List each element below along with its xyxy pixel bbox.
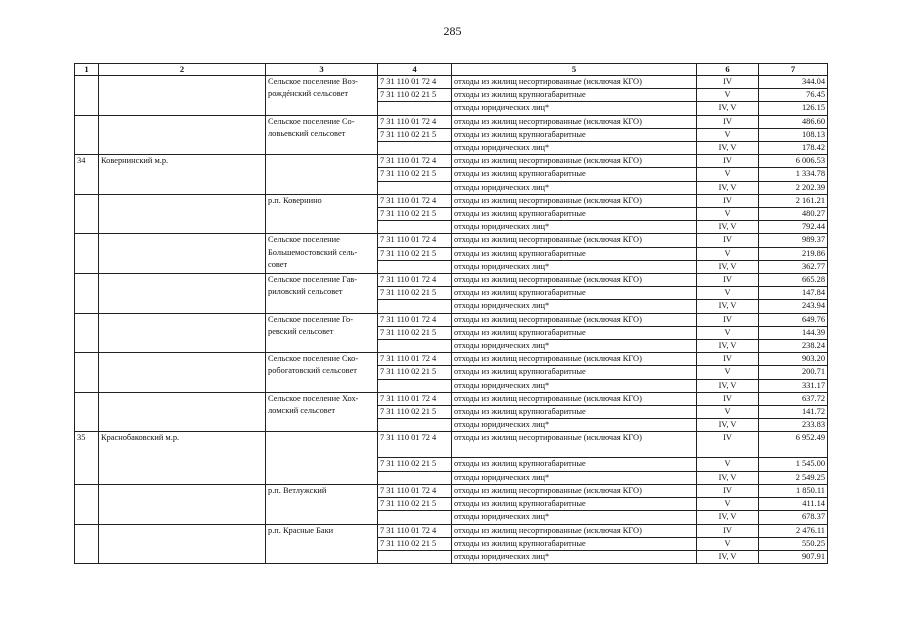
waste-description: отходы из жилищ несортированные (исключая КГО) xyxy=(452,524,697,537)
district-name xyxy=(99,194,266,234)
row-number xyxy=(75,392,99,432)
hazard-class: IV xyxy=(697,353,759,366)
settlement-name: р.п. Красные Баки xyxy=(266,524,378,564)
waste-volume: 480.27 xyxy=(759,208,828,221)
waste-volume: 1 850.11 xyxy=(759,484,828,497)
hazard-class: IV, V xyxy=(697,181,759,194)
district-name xyxy=(99,392,266,432)
row-number: 34 xyxy=(75,155,99,195)
waste-description: отходы из жилищ крупногабаритные xyxy=(452,366,697,379)
waste-volume: 219.86 xyxy=(759,247,828,260)
fkko-code: 7 31 110 01 72 4 xyxy=(378,524,452,537)
settlement-name: Сельское поселение Со-ловьевский сельсовет xyxy=(266,115,378,155)
settlement-name xyxy=(266,155,378,195)
hazard-class: IV, V xyxy=(697,260,759,273)
settlement-name: р.п. Ветлужский xyxy=(266,484,378,524)
fkko-code: 7 31 110 02 21 5 xyxy=(378,366,452,379)
waste-volume: 233.83 xyxy=(759,419,828,432)
row-number xyxy=(75,524,99,564)
table-row xyxy=(75,524,828,537)
hazard-class: IV xyxy=(697,234,759,247)
hazard-class: IV xyxy=(697,194,759,207)
fkko-code: 7 31 110 02 21 5 xyxy=(378,537,452,550)
fkko-code xyxy=(378,340,452,353)
district-name xyxy=(99,484,266,524)
waste-volume: 2 161.21 xyxy=(759,194,828,207)
row-number xyxy=(75,274,99,314)
column-header: 4 xyxy=(378,64,452,76)
table-row xyxy=(75,432,828,458)
settlement-name: Сельское поселение Ско-робогатовский сельсовет xyxy=(266,353,378,393)
waste-volume: 147.84 xyxy=(759,287,828,300)
table-body xyxy=(75,76,828,564)
waste-volume: 344.04 xyxy=(759,76,828,89)
fkko-code: 7 31 110 02 21 5 xyxy=(378,168,452,181)
waste-description: отходы из жилищ крупногабаритные xyxy=(452,287,697,300)
fkko-code xyxy=(378,260,452,273)
hazard-class: V xyxy=(697,247,759,260)
hazard-class: IV xyxy=(697,313,759,326)
table-row xyxy=(75,76,828,89)
fkko-code: 7 31 110 01 72 4 xyxy=(378,392,452,405)
waste-description: отходы юридических лиц* xyxy=(452,142,697,155)
fkko-code: 7 31 110 02 21 5 xyxy=(378,458,452,471)
row-number xyxy=(75,353,99,393)
waste-description: отходы юридических лиц* xyxy=(452,419,697,432)
waste-description: отходы юридических лиц* xyxy=(452,379,697,392)
settlement-name: Сельское поселение Большемостовский сель-совет xyxy=(266,234,378,274)
fkko-code xyxy=(378,142,452,155)
waste-volume: 2 476.11 xyxy=(759,524,828,537)
waste-description: отходы из жилищ несортированные (исключая КГО) xyxy=(452,484,697,497)
waste-volume: 108.13 xyxy=(759,128,828,141)
hazard-class: V xyxy=(697,168,759,181)
waste-description: отходы из жилищ несортированные (исключая КГО) xyxy=(452,353,697,366)
hazard-class: IV, V xyxy=(697,142,759,155)
column-header: 5 xyxy=(452,64,697,76)
hazard-class: IV xyxy=(697,524,759,537)
waste-volume: 6 952.49 xyxy=(759,432,828,458)
hazard-class: V xyxy=(697,458,759,471)
hazard-class: V xyxy=(697,366,759,379)
page-number: 285 xyxy=(443,24,462,38)
fkko-code: 7 31 110 01 72 4 xyxy=(378,274,452,287)
row-number xyxy=(75,313,99,353)
table-row xyxy=(75,274,828,287)
waste-description: отходы из жилищ крупногабаритные xyxy=(452,498,697,511)
table-row xyxy=(75,115,828,128)
hazard-class: V xyxy=(697,208,759,221)
row-number xyxy=(75,194,99,234)
waste-description: отходы из жилищ крупногабаритные xyxy=(452,128,697,141)
hazard-class: IV xyxy=(697,155,759,168)
hazard-class: IV, V xyxy=(697,102,759,115)
district-name xyxy=(99,115,266,155)
waste-volume: 141.72 xyxy=(759,406,828,419)
row-number xyxy=(75,234,99,274)
waste-description: отходы из жилищ крупногабаритные xyxy=(452,537,697,550)
fkko-code: 7 31 110 01 72 4 xyxy=(378,115,452,128)
settlement-name: Сельское поселение Го-ревский сельсовет xyxy=(266,313,378,353)
hazard-class: V xyxy=(697,89,759,102)
waste-volume: 649.76 xyxy=(759,313,828,326)
hazard-class: IV xyxy=(697,432,759,458)
column-header: 2 xyxy=(99,64,266,76)
district-name xyxy=(99,76,266,116)
row-number xyxy=(75,76,99,116)
waste-description: отходы из жилищ крупногабаритные xyxy=(452,406,697,419)
hazard-class: IV, V xyxy=(697,379,759,392)
settlement-name xyxy=(266,432,378,484)
row-number xyxy=(75,115,99,155)
district-name xyxy=(99,524,266,564)
waste-description: отходы юридических лиц* xyxy=(452,221,697,234)
waste-description: отходы из жилищ несортированные (исключая КГО) xyxy=(452,313,697,326)
waste-volume: 144.39 xyxy=(759,326,828,339)
fkko-code: 7 31 110 02 21 5 xyxy=(378,406,452,419)
waste-volume: 238.24 xyxy=(759,340,828,353)
fkko-code: 7 31 110 01 72 4 xyxy=(378,234,452,247)
waste-volume: 411.14 xyxy=(759,498,828,511)
district-name xyxy=(99,313,266,353)
waste-volume: 76.45 xyxy=(759,89,828,102)
table-row xyxy=(75,194,828,207)
waste-description: отходы из жилищ несортированные (исключая КГО) xyxy=(452,234,697,247)
hazard-class: IV, V xyxy=(697,221,759,234)
fkko-code: 7 31 110 01 72 4 xyxy=(378,155,452,168)
hazard-class: V xyxy=(697,406,759,419)
column-header: 6 xyxy=(697,64,759,76)
table-row xyxy=(75,392,828,405)
fkko-code xyxy=(378,471,452,484)
waste-volume: 1 545.00 xyxy=(759,458,828,471)
waste-volume: 637.72 xyxy=(759,392,828,405)
table-header-row xyxy=(75,64,828,76)
hazard-class: V xyxy=(697,537,759,550)
waste-description: отходы из жилищ крупногабаритные xyxy=(452,326,697,339)
fkko-code: 7 31 110 01 72 4 xyxy=(378,313,452,326)
hazard-class: IV, V xyxy=(697,471,759,484)
waste-volume: 126.15 xyxy=(759,102,828,115)
fkko-code xyxy=(378,300,452,313)
table-row xyxy=(75,155,828,168)
district-name xyxy=(99,274,266,314)
settlement-name: Сельское поселение Воз-рождéнский сельсовет xyxy=(266,76,378,116)
settlement-name: р.п. Ковернино xyxy=(266,194,378,234)
fkko-code: 7 31 110 02 21 5 xyxy=(378,128,452,141)
fkko-code: 7 31 110 01 72 4 xyxy=(378,76,452,89)
fkko-code: 7 31 110 02 21 5 xyxy=(378,89,452,102)
waste-volume: 550.25 xyxy=(759,537,828,550)
fkko-code: 7 31 110 01 72 4 xyxy=(378,484,452,497)
waste-description: отходы из жилищ крупногабаритные xyxy=(452,89,697,102)
waste-volume: 2 549.25 xyxy=(759,471,828,484)
waste-description: отходы юридических лиц* xyxy=(452,260,697,273)
waste-description: отходы юридических лиц* xyxy=(452,102,697,115)
fkko-code: 7 31 110 02 21 5 xyxy=(378,498,452,511)
hazard-class: IV xyxy=(697,392,759,405)
waste-volume: 6 006.53 xyxy=(759,155,828,168)
district-name: Ковернинский м.р. xyxy=(99,155,266,195)
waste-description: отходы юридических лиц* xyxy=(452,511,697,524)
table-row xyxy=(75,234,828,247)
fkko-code: 7 31 110 02 21 5 xyxy=(378,326,452,339)
fkko-code: 7 31 110 01 72 4 xyxy=(378,353,452,366)
row-number: 35 xyxy=(75,432,99,484)
fkko-code xyxy=(378,181,452,194)
row-number xyxy=(75,484,99,524)
waste-volume: 362.77 xyxy=(759,260,828,273)
waste-volume: 331.17 xyxy=(759,379,828,392)
waste-description: отходы из жилищ несортированные (исключая КГО) xyxy=(452,115,697,128)
hazard-class: V xyxy=(697,498,759,511)
waste-volume: 486.60 xyxy=(759,115,828,128)
district-name: Краснобаковский м.р. xyxy=(99,432,266,484)
waste-description: отходы из жилищ несортированные (исключая КГО) xyxy=(452,432,697,458)
waste-volume: 907.91 xyxy=(759,550,828,563)
waste-description: отходы из жилищ несортированные (исключая КГО) xyxy=(452,392,697,405)
table-row xyxy=(75,353,828,366)
waste-volume: 903.20 xyxy=(759,353,828,366)
waste-description: отходы из жилищ крупногабаритные xyxy=(452,458,697,471)
hazard-class: IV xyxy=(697,484,759,497)
waste-description: отходы юридических лиц* xyxy=(452,340,697,353)
hazard-class: V xyxy=(697,287,759,300)
district-name xyxy=(99,234,266,274)
waste-volume: 792.44 xyxy=(759,221,828,234)
column-header: 1 xyxy=(75,64,99,76)
waste-description: отходы из жилищ несортированные (исключая КГО) xyxy=(452,274,697,287)
waste-volume: 200.71 xyxy=(759,366,828,379)
waste-description: отходы из жилищ несортированные (исключая КГО) xyxy=(452,194,697,207)
hazard-class: IV, V xyxy=(697,300,759,313)
hazard-class: IV xyxy=(697,76,759,89)
waste-volume: 989.37 xyxy=(759,234,828,247)
hazard-class: IV, V xyxy=(697,511,759,524)
hazard-class: IV, V xyxy=(697,550,759,563)
table-row xyxy=(75,313,828,326)
fkko-code xyxy=(378,379,452,392)
waste-volume: 1 334.78 xyxy=(759,168,828,181)
waste-description: отходы из жилищ несортированные (исключая КГО) xyxy=(452,76,697,89)
waste-volume: 178.42 xyxy=(759,142,828,155)
fkko-code: 7 31 110 01 72 4 xyxy=(378,194,452,207)
hazard-class: IV xyxy=(697,115,759,128)
hazard-class: IV, V xyxy=(697,419,759,432)
waste-description: отходы из жилищ крупногабаритные xyxy=(452,247,697,260)
waste-description: отходы из жилищ крупногабаритные xyxy=(452,208,697,221)
column-header: 3 xyxy=(266,64,378,76)
settlement-name: Сельское поселение Гав-риловский сельсовет xyxy=(266,274,378,314)
waste-volume: 243.94 xyxy=(759,300,828,313)
waste-description: отходы юридических лиц* xyxy=(452,181,697,194)
fkko-code xyxy=(378,221,452,234)
hazard-class: IV, V xyxy=(697,340,759,353)
fkko-code xyxy=(378,102,452,115)
hazard-class: V xyxy=(697,326,759,339)
waste-description: отходы юридических лиц* xyxy=(452,300,697,313)
waste-volume: 2 202.39 xyxy=(759,181,828,194)
fkko-code xyxy=(378,550,452,563)
fkko-code xyxy=(378,419,452,432)
waste-description: отходы юридических лиц* xyxy=(452,471,697,484)
fkko-code: 7 31 110 02 21 5 xyxy=(378,287,452,300)
waste-volume: 678.37 xyxy=(759,511,828,524)
waste-description: отходы из жилищ несортированные (исключая КГО) xyxy=(452,155,697,168)
waste-description: отходы из жилищ крупногабаритные xyxy=(452,168,697,181)
district-name xyxy=(99,353,266,393)
fkko-code: 7 31 110 01 72 4 xyxy=(378,432,452,458)
waste-description: отходы юридических лиц* xyxy=(452,550,697,563)
settlement-name: Сельское поселение Хох-ломский сельсовет xyxy=(266,392,378,432)
fkko-code xyxy=(378,511,452,524)
hazard-class: IV xyxy=(697,274,759,287)
fkko-code: 7 31 110 02 21 5 xyxy=(378,208,452,221)
hazard-class: V xyxy=(697,128,759,141)
waste-table xyxy=(74,63,828,564)
fkko-code: 7 31 110 02 21 5 xyxy=(378,247,452,260)
waste-volume: 665.28 xyxy=(759,274,828,287)
column-header: 7 xyxy=(759,64,828,76)
table-row xyxy=(75,484,828,497)
